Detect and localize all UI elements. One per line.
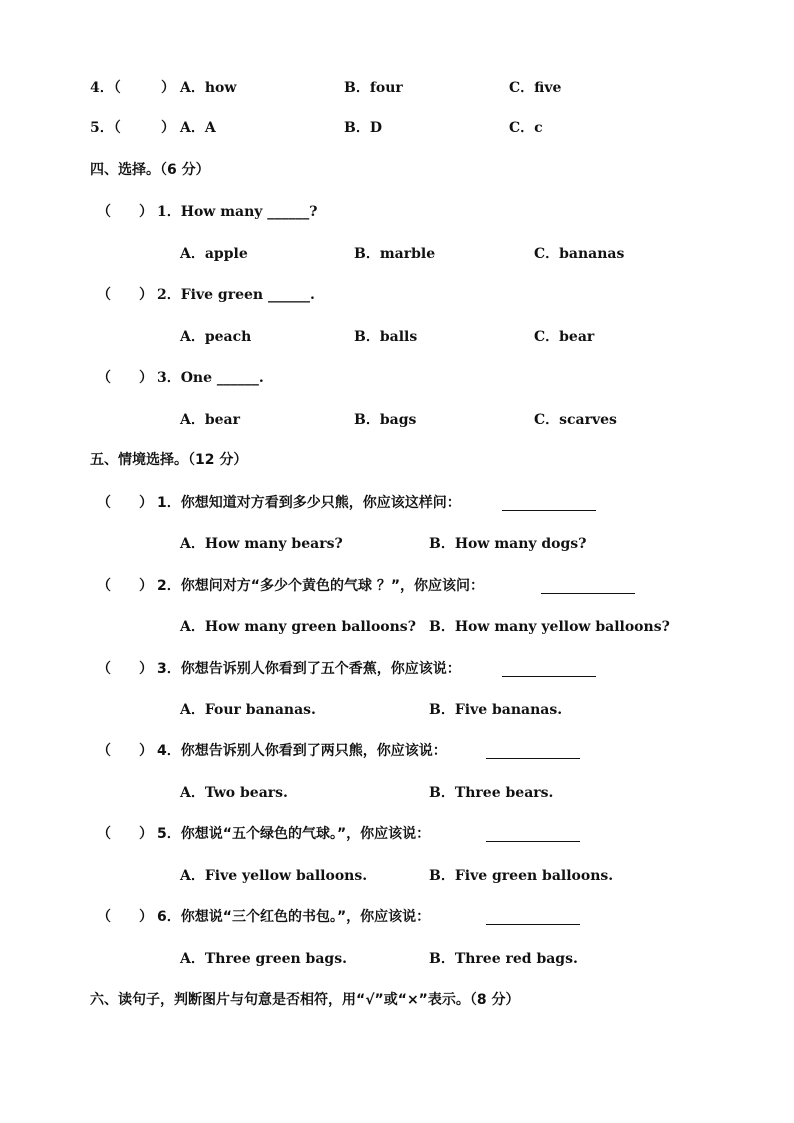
- s5-q2-option-a: A．How many green balloons?: [180, 619, 416, 635]
- s5-q6-text: 6．你想说“三个红色的书包。”，你应该说：: [157, 909, 431, 925]
- s5-q3-paren: （ ）: [97, 661, 153, 677]
- q4-paren-close: ）: [161, 80, 175, 96]
- s4-q3-option-a: A．bear: [180, 412, 241, 428]
- q5-option-a: A．A: [180, 120, 216, 136]
- s5-q6-option-b: B．Three red bags.: [429, 951, 578, 967]
- s5-q5-option-b: B．Five green balloons.: [429, 868, 614, 884]
- section6-heading: 六、读句子，判断图片与句意是否相符，用“√”或“×”表示。（8 分）: [90, 992, 520, 1008]
- s5-q5-text: 5．你想说“五个绿色的气球。”，你应该说：: [157, 826, 431, 842]
- s4-q3-text: 3．One ______.: [157, 370, 264, 386]
- s5-q6-paren: （ ）: [97, 909, 153, 925]
- s5-q2-text: 2．你想问对方“多少个黄色的气球 ？”，你应该问：: [157, 578, 485, 594]
- q5-option-b: B．D: [344, 120, 382, 136]
- section5-heading: 五、情境选择。（12 分）: [90, 452, 248, 468]
- section4-heading: 四、选择。（6 分）: [90, 162, 210, 178]
- s4-q1-paren: （ ）: [97, 204, 153, 220]
- s5-q5-paren: （ ）: [97, 826, 153, 842]
- s5-q1-text: 1．你想知道对方看到多少只熊，你应该这样问：: [157, 495, 461, 511]
- s5-q1-option-b: B．How many dogs?: [429, 536, 587, 552]
- s5-q6-answer-blank: [486, 910, 580, 925]
- s5-q4-text: 4．你想告诉别人你看到了两只熊，你应该说：: [157, 743, 447, 759]
- s5-q4-option-b: B．Three bears.: [429, 785, 554, 801]
- s5-q2-paren: （ ）: [97, 578, 153, 594]
- s4-q2-paren: （ ）: [97, 287, 153, 303]
- s4-q2-option-c: C．bear: [534, 329, 595, 345]
- s5-q6-option-a: A．Three green bags.: [180, 951, 347, 967]
- s5-q1-answer-blank: [502, 496, 596, 511]
- s5-q2-option-b: B．How many yellow balloons?: [429, 619, 670, 635]
- s4-q3-option-c: C．scarves: [534, 412, 617, 428]
- s4-q3-option-b: B．bags: [354, 412, 417, 428]
- q5-option-c: C．c: [509, 120, 543, 136]
- s4-q1-option-a: A．apple: [180, 246, 248, 262]
- s4-q3-paren: （ ）: [97, 370, 153, 386]
- s5-q4-paren: （ ）: [97, 743, 153, 759]
- s5-q5-option-a: A．Five yellow balloons.: [180, 868, 368, 884]
- s5-q1-option-a: A．How many bears?: [180, 536, 343, 552]
- q4-option-c: C．five: [509, 80, 562, 96]
- s5-q3-answer-blank: [502, 662, 596, 677]
- s4-q1-text: 1．How many ______?: [157, 204, 318, 220]
- s5-q4-answer-blank: [486, 744, 580, 759]
- s5-q1-paren: （ ）: [97, 495, 153, 511]
- s4-q1-option-c: C．bananas: [534, 246, 625, 262]
- q5-number: 5．（: [90, 120, 121, 136]
- s4-q2-option-b: B．balls: [354, 329, 418, 345]
- s5-q4-option-a: A．Two bears.: [180, 785, 288, 801]
- q4-option-a: A．how: [180, 80, 237, 96]
- q5-paren-close: ）: [161, 120, 175, 136]
- s5-q2-answer-blank: [541, 579, 635, 594]
- s4-q1-option-b: B．marble: [354, 246, 436, 262]
- s5-q3-option-a: A．Four bananas.: [180, 702, 316, 718]
- s5-q5-answer-blank: [486, 827, 580, 842]
- q4-option-b: B．four: [344, 80, 403, 96]
- s4-q2-option-a: A．peach: [180, 329, 252, 345]
- s5-q3-option-b: B．Five bananas.: [429, 702, 563, 718]
- s4-q2-text: 2．Five green ______.: [157, 287, 315, 303]
- s5-q3-text: 3．你想告诉别人你看到了五个香蕉，你应该说：: [157, 661, 461, 677]
- q4-number: 4．（: [90, 80, 121, 96]
